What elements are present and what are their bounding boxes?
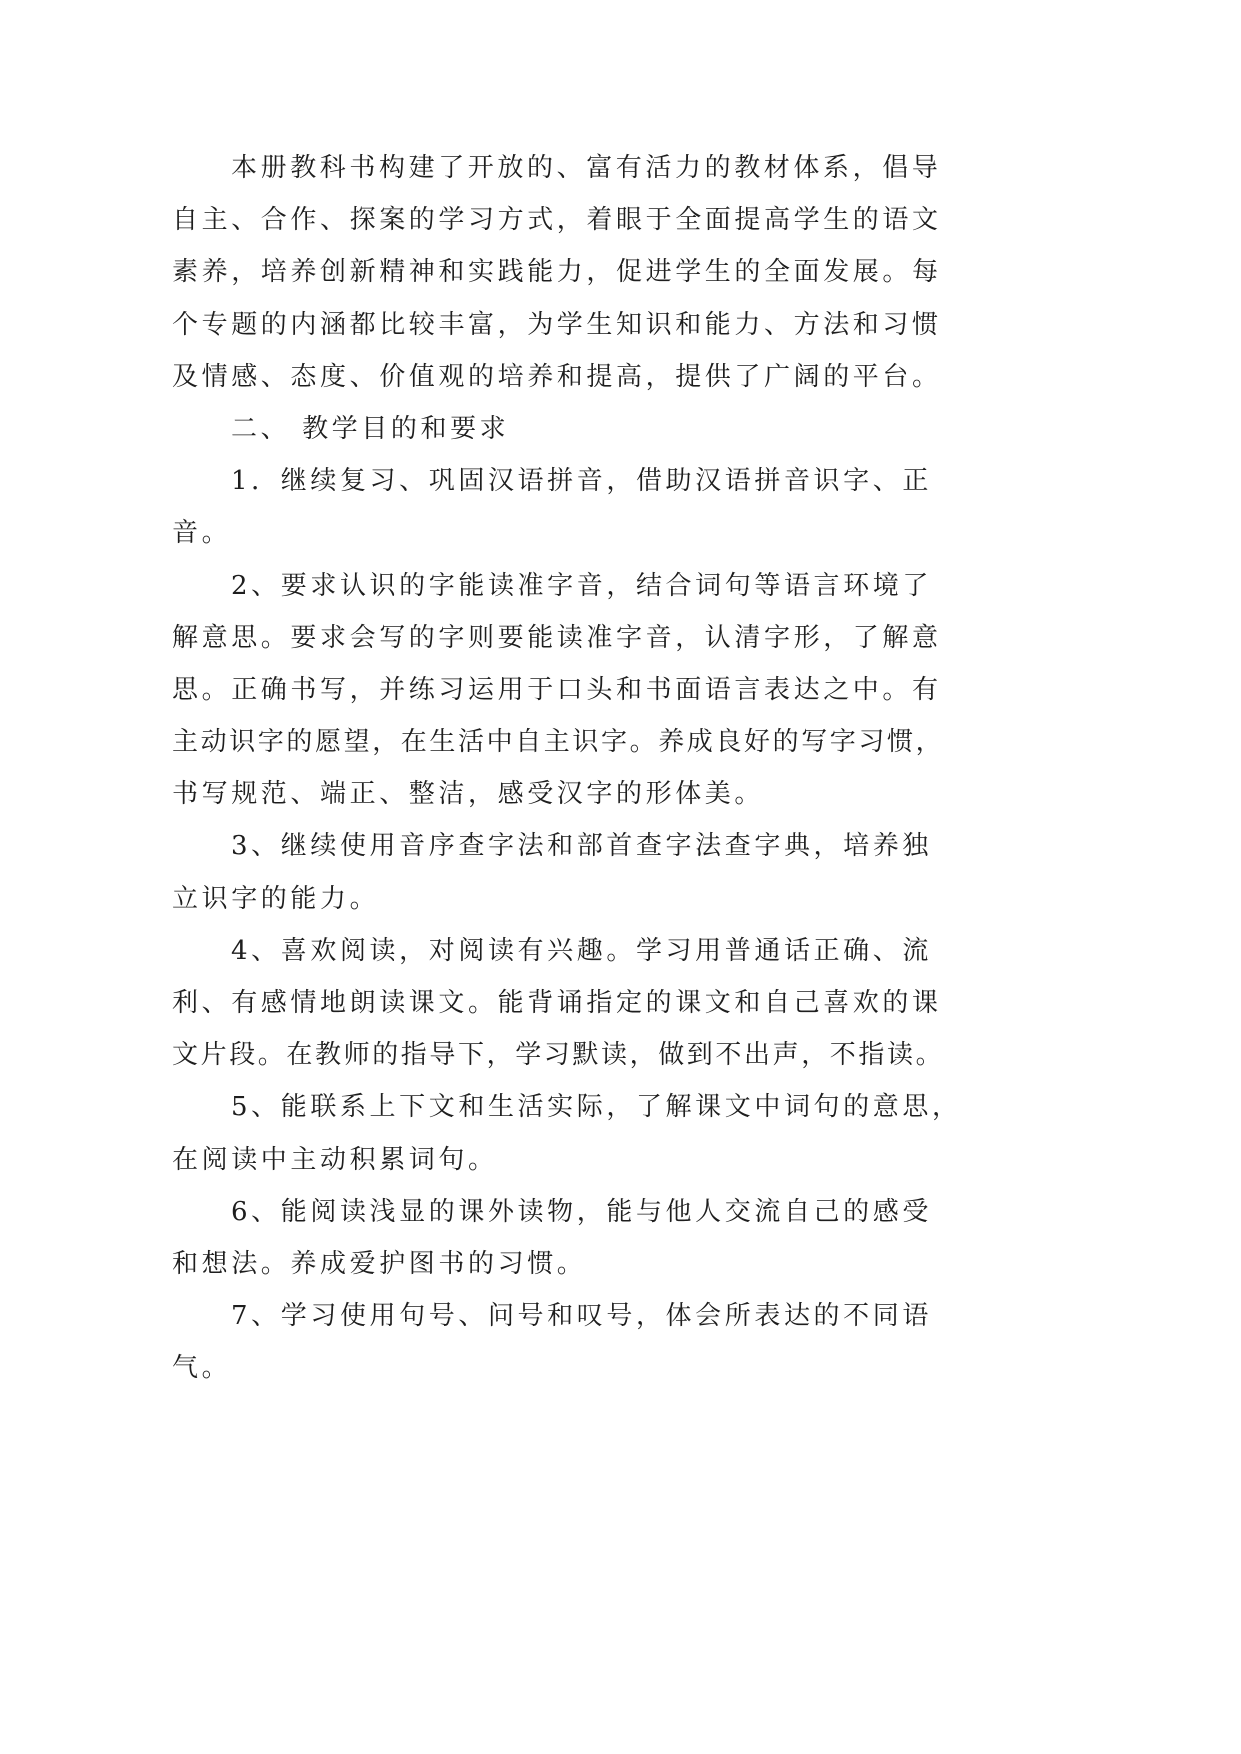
list-item-7 <box>172 1290 972 1394</box>
list-item-6 <box>172 1186 972 1290</box>
paragraph-line: 立识字的能力。 <box>172 883 380 914</box>
list-item-3 <box>172 820 972 924</box>
paragraph-line: 1．继续复习、巩固汉语拼音，借助汉语拼音识字、正 <box>231 466 932 497</box>
list-item-5 <box>172 1081 972 1185</box>
paragraph-line: 利、有感情地朗读课文。能背诵指定的课文和自己喜欢的课 <box>172 988 942 1018</box>
paragraph-line: 7、学习使用句号、问号和叹号，体会所表达的不同语 <box>231 1301 932 1332</box>
paragraph-line: 本册教科书构建了开放的、富有活力的教材体系，倡导 <box>231 153 942 183</box>
paragraph-line: 个专题的内涵都比较丰富，为学生知识和能力、方法和习惯 <box>172 309 942 340</box>
paragraph-line: 主动识字的愿望，在生活中自主识字。养成良好的写字习惯， <box>172 727 945 758</box>
list-item-1 <box>172 455 972 559</box>
paragraph-line: 素养，培养创新精神和实践能力，促进学生的全面发展。每 <box>172 257 942 288</box>
section-heading-text: 二、 教学目的和要求 <box>231 413 510 444</box>
paragraph-line: 文片段。在教师的指导下，学习默读，做到不出声，不指读。 <box>172 1040 945 1071</box>
list-item-2 <box>172 560 972 821</box>
section-heading <box>172 403 972 455</box>
list-item-4 <box>172 925 972 1082</box>
paragraph-line: 6、能阅读浅显的课外读物，能与他人交流自己的感受 <box>231 1196 932 1227</box>
paragraph-line: 书写规范、端正、整洁，感受汉字的形体美。 <box>172 779 765 810</box>
paragraph-line: 思。正确书写，并练习运用于口头和书面语言表达之中。有 <box>172 674 942 705</box>
paragraph-line: 解意思。要求会写的字则要能读准字音，认清字形，了解意 <box>172 622 942 653</box>
paragraph-intro <box>172 142 972 403</box>
paragraph-line: 2、要求认识的字能读准字音，结合词句等语言环境了 <box>231 570 932 601</box>
paragraph-line: 在阅读中主动积累词句。 <box>172 1144 498 1175</box>
paragraph-line: 气。 <box>172 1353 232 1384</box>
document-body <box>172 142 972 1395</box>
paragraph-line: 自主、合作、探案的学习方式，着眼于全面提高学生的语文 <box>172 205 942 236</box>
paragraph-line: 5、能联系上下文和生活实际，了解课文中词句的意思， <box>231 1092 962 1123</box>
paragraph-line: 和想法。养成爱护图书的习惯。 <box>172 1248 587 1279</box>
paragraph-line: 音。 <box>172 518 232 549</box>
paragraph-line: 4、喜欢阅读，对阅读有兴趣。学习用普通话正确、流 <box>231 935 932 966</box>
paragraph-line: 3、继续使用音序查字法和部首查字法查字典，培养独 <box>231 831 932 862</box>
paragraph-line: 及情感、态度、价值观的培养和提高，提供了广阔的平台。 <box>172 361 942 392</box>
